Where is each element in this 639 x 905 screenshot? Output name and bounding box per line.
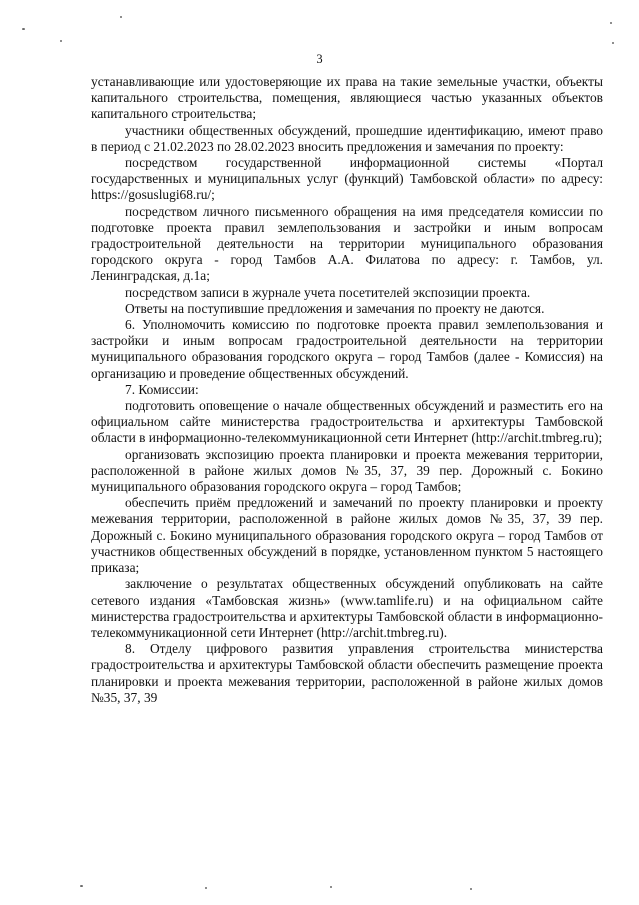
paragraph-rights-holders: устанавливающие или удостоверяющие их права на такие земельные участки, объекты капитального строительства, помещения, являющиеся частью указанных объектов капитального строительства; — [91, 74, 603, 122]
clause-7-proposals: обеспечить приём предложений и замечаний по проекту планировки и проекту межевания территории, расположенной в районе жилых домов №35, 37, 39 пер. Дорожный с. Бокино муниципального образования городского округа – город Тамбов от участников общественных обсуждений в порядке, установленном пунктом 5 настоящего приказа; — [91, 495, 603, 576]
paragraph-via-gosuslugi: посредством государственной информационной системы «Портал государственных и муниципальных услуг (функций) Тамбовской области» по адресу: https://gosuslugi68.ru/; — [91, 155, 603, 203]
scan-speck — [470, 888, 472, 890]
clause-7-conclusion: заключение о результатах общественных обсуждений опубликовать на сайте сетевого издания «Тамбовская жизнь» (www.tamlife.ru) и на официальном сайте министерства градостроительства и архитектуры Тамбовской области в информационно-телекоммуникационной сети Интернет (http://archit.tmbreg.ru). — [91, 576, 603, 640]
clause-7-exposition: организовать экспозицию проекта планировки и проекта межевания территории, расположенной в районе жилых домов №35, 37, 39 пер. Дорожный с. Бокино муниципального образования городского округа – город Тамбов; — [91, 446, 603, 495]
scan-speck — [612, 42, 614, 44]
scan-speck — [330, 886, 332, 888]
clause-7-notice: подготовить оповещение о начале общественных обсуждений и разместить его на официальном сайте министерства градостроительства и архитектуры Тамбовской области в информационно-телекоммуникационной сети Интернет (http://archit.tmbreg.ru); — [91, 398, 603, 446]
paragraph-via-visitor-log: посредством записи в журнале учета посетителей экспозиции проекта. — [125, 284, 531, 300]
paragraph-no-replies: Ответы на поступившие предложения и замечания по проекту не даются. — [125, 300, 545, 316]
clause-7-heading: 7. Комиссии: — [125, 381, 199, 397]
paragraph-participants-right: участники общественных обсуждений, прошедшие идентификацию, имеют право в период с 21.02.2023 по 28.02.2023 вносить предложения и замечания по проекту: — [91, 122, 603, 154]
scan-speck — [22, 28, 25, 30]
page-number: 3 — [316, 52, 323, 66]
document-body — [91, 74, 603, 706]
scan-speck — [205, 887, 207, 889]
scan-speck — [610, 22, 612, 24]
scan-speck — [80, 885, 83, 887]
clause-6: 6. Уполномочить комиссию по подготовке проекта правил землепользования и застройки и иным вопросам градостроительной деятельности на территории муниципального образования городского округа – город Тамбов (далее - Комиссия) на организацию и проведение общественных обсуждений. — [91, 317, 603, 381]
scan-speck — [60, 40, 62, 42]
paragraph-via-written-appeal: посредством личного письменного обращения на имя председателя комиссии по подготовке проекта правил землепользования и застройки и иным вопросам градостроительной деятельности на территории муниципального образования городского округа - город Тамбов А.А. Филатова по адресу: г. Тамбов, ул. Ленинградская, д.1а; — [91, 203, 603, 284]
scan-speck — [120, 16, 122, 18]
clause-8: 8. Отделу цифрового развития управления строительства министерства градостроительства и архитектуры Тамбовской области обеспечить размещение проекта планировки и проекта межевания территории, расположенной в районе жилых домов №35, 37, 39 — [91, 641, 603, 705]
